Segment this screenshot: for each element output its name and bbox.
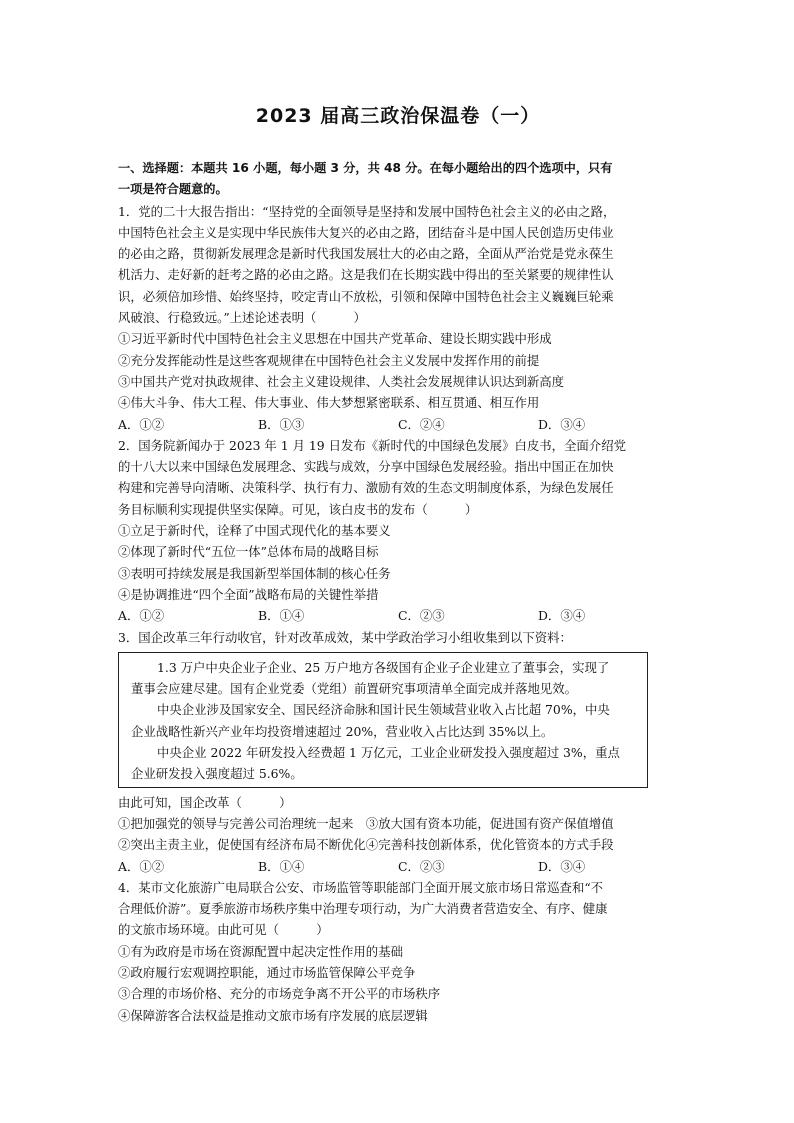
statement-item: ①把加强党的领导与完善公司治理统一起来 ③放大国有资本功能，促进国有资产保值增值	[118, 815, 614, 831]
statement-item: ①习近平新时代中国特色社会主义思想在中国共产党革命、建设长期实践中形成	[118, 331, 552, 347]
question-stem-line: 3．国企改革三年行动收官，针对改革成效，某中学政治学习小组收集到以下资料：	[118, 629, 572, 645]
option-a: A．①②	[118, 608, 165, 624]
option-c: C．②③	[398, 608, 445, 624]
statement-item: ④伟大斗争、伟大工程、伟大事业、伟大梦想紧密联系、相互贯通、相互作用	[118, 395, 540, 411]
statement-item: ②体现了新时代“五位一体”总体布局的战略目标	[118, 544, 379, 560]
statement-item: ②充分发挥能动性是这些客观规律在中国特色社会主义发展中发挥作用的前提	[118, 352, 540, 368]
question-stem-line: 的十八大以来中国绿色发展理念、实践与成效，分享中国绿色发展经验。指出中国正在加快	[118, 459, 614, 475]
question-stem-line: 1．党的二十大报告指出：“坚持党的全面领导是坚持和发展中国特色社会主义的必由之路，	[118, 203, 616, 219]
statement-item: ④保障游客合法权益是推动文旅市场有序发展的底层逻辑	[118, 1007, 428, 1023]
answer-options	[118, 605, 678, 626]
question-stem-line: 机活力、走好新的赶考之路的必由之路。这是我们在长期实践中得出的至关紧要的规律性认	[118, 267, 614, 283]
option-d: D．③④	[538, 608, 586, 624]
statement-item: ④是协调推进“四个全面”战略布局的关键性举措	[118, 586, 379, 602]
question-stem-line: 的必由之路，贯彻新发展理念是新时代我国发展壮大的必由之路，全面从严治党是党永葆生	[118, 246, 614, 262]
option-b: B．①③	[258, 416, 305, 432]
statement-item: ②政府履行宏观调控职能，通过市场监管保障公平竞争	[118, 964, 416, 980]
question-stem-line: 识，必须倍加珍惜、始终坚持，咬定青山不放松，引领和保障中国特色社会主义巍巍巨轮乘	[118, 288, 614, 304]
statement-item: ①立足于新时代，诠释了中国式现代化的基本要义	[118, 523, 391, 539]
question-stem-line: 的文旅市场环境。由此可见（ ）	[118, 922, 329, 938]
statement-item: ③表明可持续发展是我国新型举国体制的核心任务	[118, 565, 391, 581]
question-1	[118, 201, 678, 435]
answer-options	[118, 414, 678, 435]
option-d: D．③④	[538, 858, 586, 874]
material-paragraph-line: 董事会应建尽建。国有企业党委（党组）前置研究事项清单全面完成并落地见效。	[131, 681, 578, 697]
material-paragraph-line: 中央企业 2022 年研发投入经费超 1 万亿元，工业企业研发投入强度超过 3%，重点	[157, 745, 620, 761]
question-stem-line: 2．国务院新闻办于 2023 年 1 月 19 日发布《新时代的中国绿色发展》白皮书，全面介绍党	[118, 437, 626, 453]
section-header-line: 一、选择题：本题共 16 小题，每小题 3 分，共 48 分。在每小题给出的四个选项中，只有	[118, 161, 613, 175]
material-paragraph-line: 企业研发投入强度超过 5.6%。	[131, 766, 303, 782]
material-paragraph-line: 企业战略性新兴产业年均投资增速超过 20%，营业收入占比达到 35%以上。	[131, 723, 554, 739]
option-c: C．②④	[398, 416, 445, 432]
page-title: 2023 届高三政治保温卷（一）	[255, 105, 541, 127]
question-4	[118, 877, 678, 1026]
question-stem-line: 风破浪、行稳致远。”上述论述表明（ ）	[118, 310, 366, 326]
statement-item: ②突出主责主业，促使国有经济布局不断优化④完善科技创新体系，优化管资本的方式手段	[118, 837, 614, 853]
option-b: B．①④	[258, 608, 305, 624]
statement-item: ③合理的市场价格、充分的市场竞争离不开公平的市场秩序	[118, 986, 441, 1002]
question-stem-line: 合理低价游”。夏季旅游市场秩序集中治理专项行动，为广大消费者营造安全、有序、健康	[118, 901, 608, 917]
option-b: B．①④	[258, 858, 305, 874]
question-2	[118, 435, 678, 627]
statement-item: ①有为政府是市场在资源配置中起决定性作用的基础	[118, 943, 403, 959]
section-header-line: 一项是符合题意的。	[118, 182, 228, 197]
option-d: D．③④	[538, 416, 586, 432]
question-3	[118, 627, 678, 877]
answer-options	[118, 856, 678, 877]
statement-item: ③中国共产党对执政规律、社会主义建设规律、人类社会发展规律认识达到新高度	[118, 373, 565, 389]
question-stem-line: 中国特色社会主义是实现中华民族伟大复兴的必由之路，团结奋斗是中国人民创造历史伟业	[118, 224, 614, 240]
material-paragraph-line: 1.3 万户中央企业子企业、25 万户地方各级国有企业子企业建立了董事会，实现了	[157, 659, 610, 675]
question-stem-line: 务目标顺利实现提供坚实保障。可见，该白皮书的发布（ ）	[118, 501, 478, 517]
question-stem-line: 4．某市文化旅游广电局联合公安、市场监管等职能部门全面开展文旅市场日常巡查和“不	[118, 879, 604, 895]
material-paragraph-line: 中央企业涉及国家安全、国民经济命脉和国计民生领域营业收入占比超 70%，中央	[157, 702, 610, 718]
exam-content	[118, 158, 678, 1026]
material-box	[118, 652, 648, 788]
question-stem-line: 构建和完善导向清晰、决策科学、执行有力、激励有效的生态文明制度体系，为绿色发展任	[118, 480, 614, 496]
question-stem-line: 由此可知，国企改革（ ）	[118, 794, 292, 810]
option-c: C．②③	[398, 858, 445, 874]
option-a: A．①②	[118, 416, 165, 432]
option-a: A．①②	[118, 858, 165, 874]
